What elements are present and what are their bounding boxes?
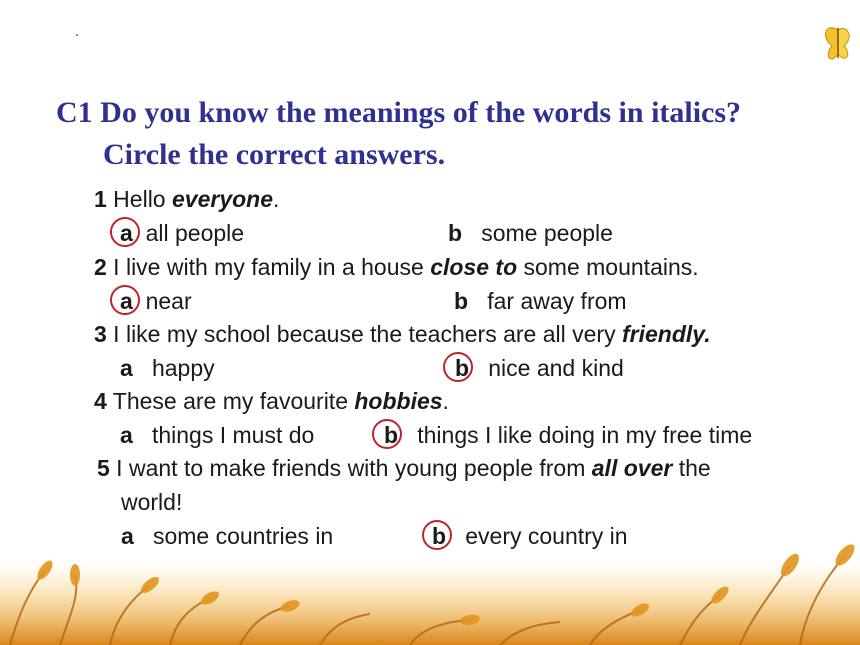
title-line-1: C1 Do you know the meanings of the words in italics? [56, 96, 742, 129]
answer-circle [443, 352, 473, 382]
question-number: 5 [97, 455, 110, 481]
question-3 [94, 320, 711, 348]
answer-circle [110, 217, 140, 247]
option-letter: a [121, 523, 134, 549]
option-text: things I like doing in my free time [417, 422, 753, 448]
option-text: some people [481, 220, 613, 246]
italic-word: everyone [172, 186, 274, 212]
italic-word: hobbies [354, 388, 443, 414]
option-letter: a [120, 288, 133, 314]
question-text-end: . [273, 186, 280, 212]
option-letter: b [432, 523, 447, 549]
decorative-dot [76, 34, 78, 36]
question-number: 2 [94, 254, 107, 280]
question-text: I like my school because the teachers are all very [106, 321, 622, 347]
option-letter: b [454, 288, 469, 314]
question-5 [97, 454, 711, 482]
option-4b[interactable] [384, 421, 752, 449]
option-letter: b [455, 355, 470, 381]
butterfly-icon [818, 20, 858, 70]
option-text: all people [145, 220, 245, 246]
title-line-2: Circle the correct answers. [103, 138, 446, 171]
option-text: far away from [487, 288, 627, 314]
question-text-end: . [442, 388, 449, 414]
question-5-continued: world! [121, 489, 183, 515]
option-3b[interactable] [455, 354, 624, 382]
italic-word: all over [591, 455, 673, 481]
question-text: I live with my family in a house [106, 254, 431, 280]
option-text: nice and kind [488, 355, 624, 381]
option-text: some countries in [152, 523, 334, 549]
answer-circle [110, 285, 140, 315]
question-4 [94, 387, 449, 415]
question-text-end: the [672, 455, 711, 481]
option-text: every country in [465, 523, 628, 549]
option-1b[interactable] [448, 219, 613, 247]
option-letter: a [120, 355, 133, 381]
question-text-end: some mountains. [517, 254, 699, 280]
question-text-end: . [704, 321, 711, 347]
question-text: These are my favourite [106, 388, 355, 414]
question-number: 3 [94, 321, 107, 347]
italic-word: friendly [621, 321, 705, 347]
option-3a[interactable] [120, 354, 215, 382]
answer-circle [372, 419, 402, 449]
question-text: Hello [106, 186, 172, 212]
option-2b[interactable] [454, 287, 627, 315]
option-4a[interactable] [120, 421, 314, 449]
question-number: 1 [94, 186, 107, 212]
option-letter: b [384, 422, 399, 448]
question-number: 4 [94, 388, 107, 414]
option-text: happy [151, 355, 215, 381]
question-1 [94, 185, 279, 213]
option-text: near [145, 288, 192, 314]
italic-word: close to [430, 254, 518, 280]
option-letter: a [120, 220, 133, 246]
question-text: I want to make friends with young people from [109, 455, 592, 481]
wheat-border-icon [0, 540, 860, 645]
option-letter: b [448, 220, 463, 246]
slide-title [56, 92, 846, 176]
question-2 [94, 253, 699, 281]
option-text: things I must do [151, 422, 315, 448]
option-letter: a [120, 422, 133, 448]
